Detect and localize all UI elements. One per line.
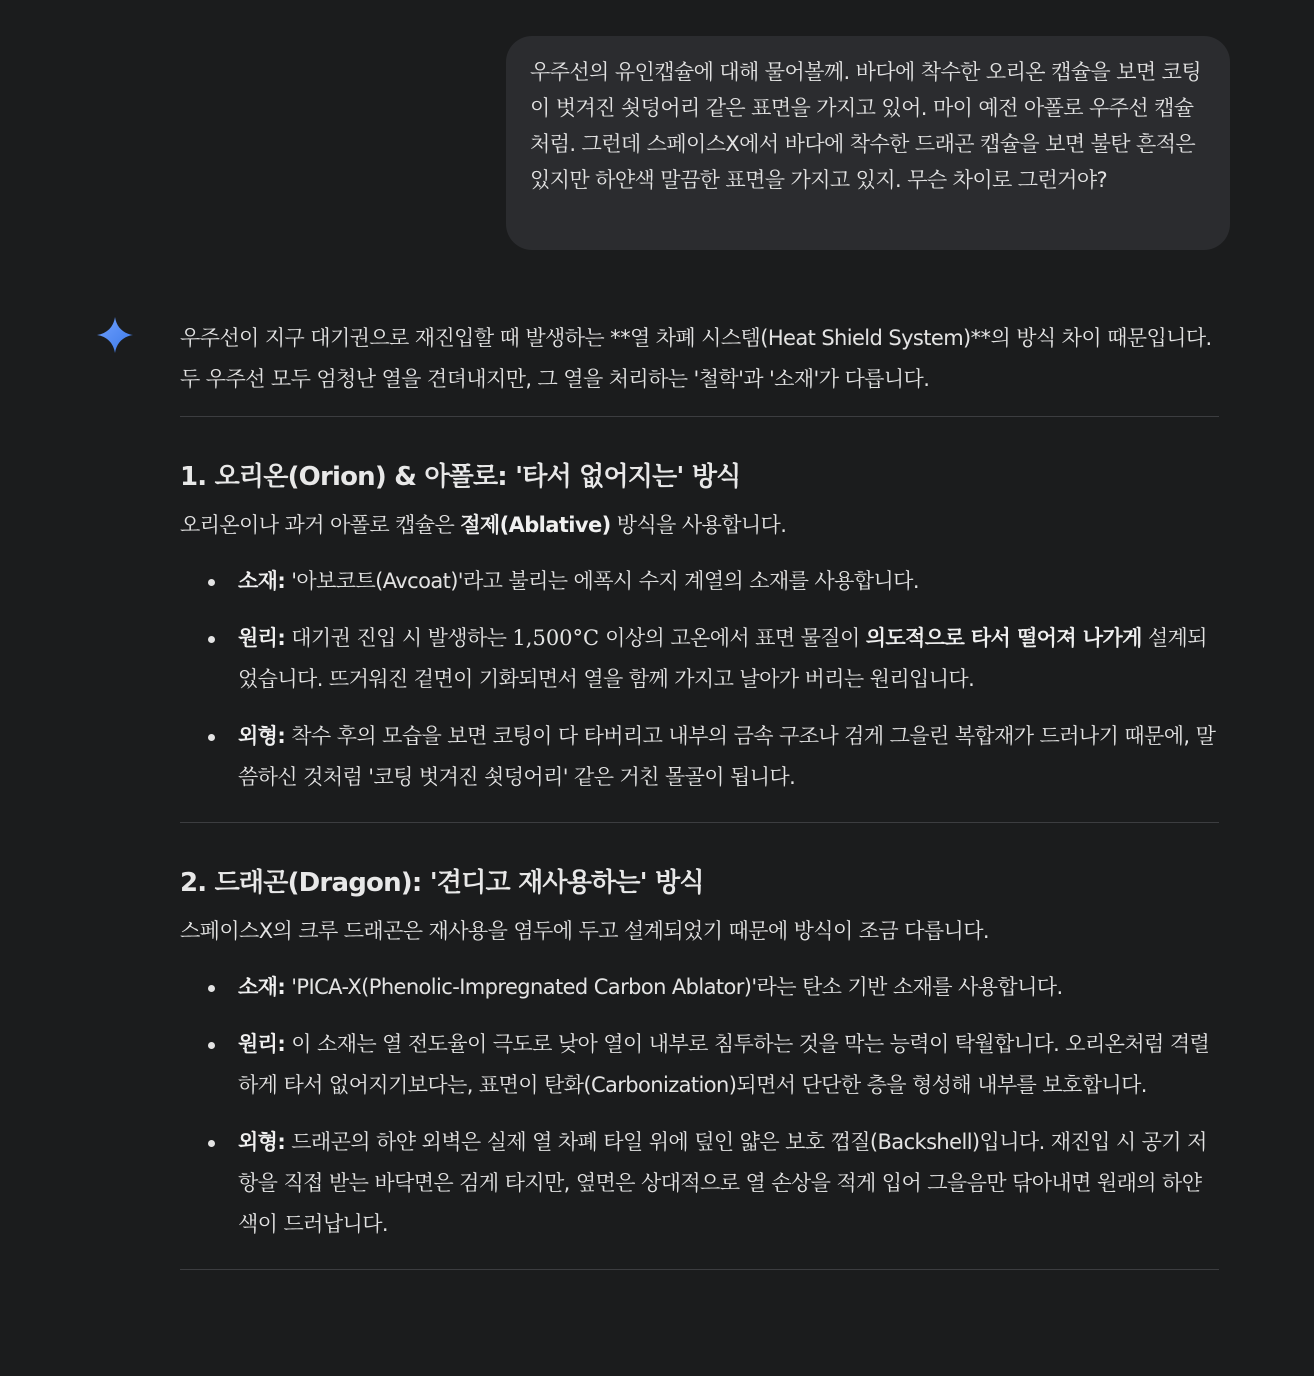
list-item xyxy=(180,1122,1220,1245)
bullet-label: 소재: xyxy=(238,569,286,593)
gemini-spark-icon xyxy=(96,316,134,354)
list-item xyxy=(180,716,1220,798)
section-title: 1. 오리온(Orion) & 아폴로: '타서 없어지는' 방식 xyxy=(180,462,741,492)
bullet-label: 외형: xyxy=(238,1130,286,1154)
section-orion xyxy=(180,457,1220,798)
section-lead xyxy=(180,504,1220,546)
user-message-text: 우주선의 유인캡슐에 대해 물어볼께. 바다에 착수한 오리온 캡슐을 보면 코팅이 벗겨진 쇳덩어리 같은 표면을 가지고 있어. 마이 예전 아폴로 우주선 캡슐처럼. 그런데 스페이스X에서 바다에 착수한 드래곤 캡슐을 보면 불탄 흔적은 있지만 하얀색 말끔한 표면을 가지고 있지. 무슨 차이로 그런거야? xyxy=(530,60,1202,192)
list-item xyxy=(180,561,1220,602)
bullet-list xyxy=(180,967,1220,1245)
bullet-text: 이 소재는 열 전도율이 극도로 낮아 열이 내부로 침투하는 것을 막는 능력이 탁월합니다. 오리온처럼 격렬하게 타서 없어지기보다는, 표면이 탄화(Carbonization)되면서 단단한 층을 형성해 내부를 보호합니다. xyxy=(238,1032,1210,1097)
section-dragon xyxy=(180,863,1220,1245)
user-message-bubble xyxy=(506,36,1230,250)
bullet-text: 'PICA-X(Phenolic-Impregnated Carbon Ablator)'라는 탄소 기반 소재를 사용합니다. xyxy=(285,975,1063,999)
list-item xyxy=(180,618,1220,700)
list-item xyxy=(180,967,1220,1008)
bullet-text: 드래곤의 하얀 외벽은 실제 열 차폐 타일 위에 덮인 얇은 보호 껍질(Backshell)입니다. 재진입 시 공기 저항을 직접 받는 바닥면은 검게 타지만, 옆면은 상대적으로 열 손상을 적게 입어 그을음만 닦아내면 원래의 하얀색이 드러납니다. xyxy=(238,1130,1207,1236)
response-intro: 우주선이 지구 대기권으로 재진입할 때 발생하는 **열 차폐 시스템(Heat Shield System)**의 방식 차이 때문입니다. 두 우주선 모두 엄청난 열을 견뎌내지만, 그 열을 처리하는 '철학'과 '소재'가 다릅니다. xyxy=(180,326,1212,391)
bullet-label: 원리: xyxy=(238,1032,286,1056)
lead-text: 방식을 사용합니다. xyxy=(610,513,787,537)
lead-text: 오리온이나 과거 아폴로 캡슐은 xyxy=(180,513,461,537)
section-lead: 스페이스X의 크루 드래곤은 재사용을 염두에 두고 설계되었기 때문에 방식이 조금 다릅니다. xyxy=(180,919,989,943)
section-divider xyxy=(180,1269,1219,1270)
section-title: 2. 드래곤(Dragon): '견디고 재사용하는' 방식 xyxy=(180,868,704,898)
bullet-label: 원리: xyxy=(238,626,286,650)
bullet-text: 이상의 고온에서 표면 물질이 xyxy=(599,626,866,650)
section-divider xyxy=(180,822,1219,823)
bullet-text: 설계되었습니다. 뜨거워진 겉면이 기화되면서 열을 함께 가지고 날아가 버리는 원리입니다. xyxy=(238,626,1207,691)
bullet-text: '아보코트(Avcoat)'라고 불리는 에폭시 수지 계열의 소재를 사용합니다. xyxy=(285,569,919,593)
bullet-text: 착수 후의 모습을 보면 코팅이 다 타버리고 내부의 금속 구조나 검게 그을린 복합재가 드러나기 때문에, 말씀하신 것처럼 '코팅 벗겨진 쇳덩어리' 같은 거친 몰골이 됩니다. xyxy=(238,724,1216,789)
bullet-label: 소재: xyxy=(238,975,286,999)
temperature-value: 1,500°C xyxy=(512,626,600,650)
list-item xyxy=(180,1024,1220,1106)
bullet-text: 대기권 진입 시 발생하는 xyxy=(285,626,513,650)
lead-bold: 절제(Ablative) xyxy=(460,513,611,537)
bullet-bold: 의도적으로 타서 떨어져 나가게 xyxy=(865,626,1142,650)
bullet-label: 외형: xyxy=(238,724,286,748)
section-divider xyxy=(180,416,1219,417)
bullet-list xyxy=(180,561,1220,798)
assistant-response xyxy=(180,318,1220,1270)
